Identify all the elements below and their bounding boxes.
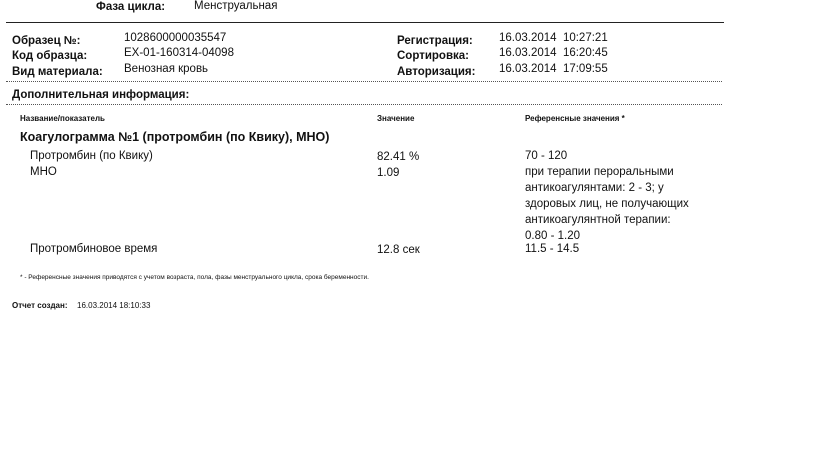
row-reference: при терапии пероральными антикоагулянтами: 2 - 3; у здоровых лиц, не получающих антикоагулянтной терапии: 0.80 - 1.20 [525,166,689,242]
section-title: Коагулограмма №1 (протромбин (по Квику), МНО) [20,130,330,144]
sorting-value: 16.03.2014 16:20:45 [499,47,608,59]
header-divider [6,22,724,23]
authorization-value: 16.03.2014 17:09:55 [499,63,608,75]
sample-code-value: EX-01-160314-04098 [124,47,234,59]
col-header-reference: Референсные значения * [525,114,625,123]
row-name: Протромбиновое время [30,243,158,255]
additional-info-label: Дополнительная информация: [12,89,190,101]
row-reference: 11.5 - 14.5 [525,243,580,255]
footnote: * - Референсные значения приводятся с учетом возраста, пола, фазы менструального цикла, срока беременности. [20,274,369,281]
dotted-divider-2 [6,104,722,105]
dotted-divider-1 [6,81,722,82]
row-name: МНО [30,166,57,178]
report-created-value: 16.03.2014 18:10:33 [77,301,151,310]
report-created-label: Отчет создан: [12,301,68,310]
col-header-value: Значение [377,114,415,123]
authorization-label: Авторизация: [397,66,476,78]
registration-label: Регистрация: [397,35,473,47]
sorting-label: Сортировка: [397,50,470,62]
material-value: Венозная кровь [124,63,209,75]
sample-number-label: Образец №: [12,35,81,47]
sample-number-value: 1028600000035547 [124,32,227,44]
material-label: Вид материала: [12,66,103,78]
registration-value: 16.03.2014 10:27:21 [499,32,608,44]
row-value: 1.09 [377,167,400,179]
row-name: Протромбин (по Квику) [30,150,153,162]
sample-code-label: Код образца: [12,50,88,62]
phase-label: Фаза цикла: [96,1,166,13]
row-value: 82.41 % [377,151,420,163]
col-header-name: Название/показатель [20,114,105,123]
row-value: 12.8 сек [377,244,420,256]
row-reference: 70 - 120 [525,150,568,162]
phase-value: Менструальная [194,0,278,12]
